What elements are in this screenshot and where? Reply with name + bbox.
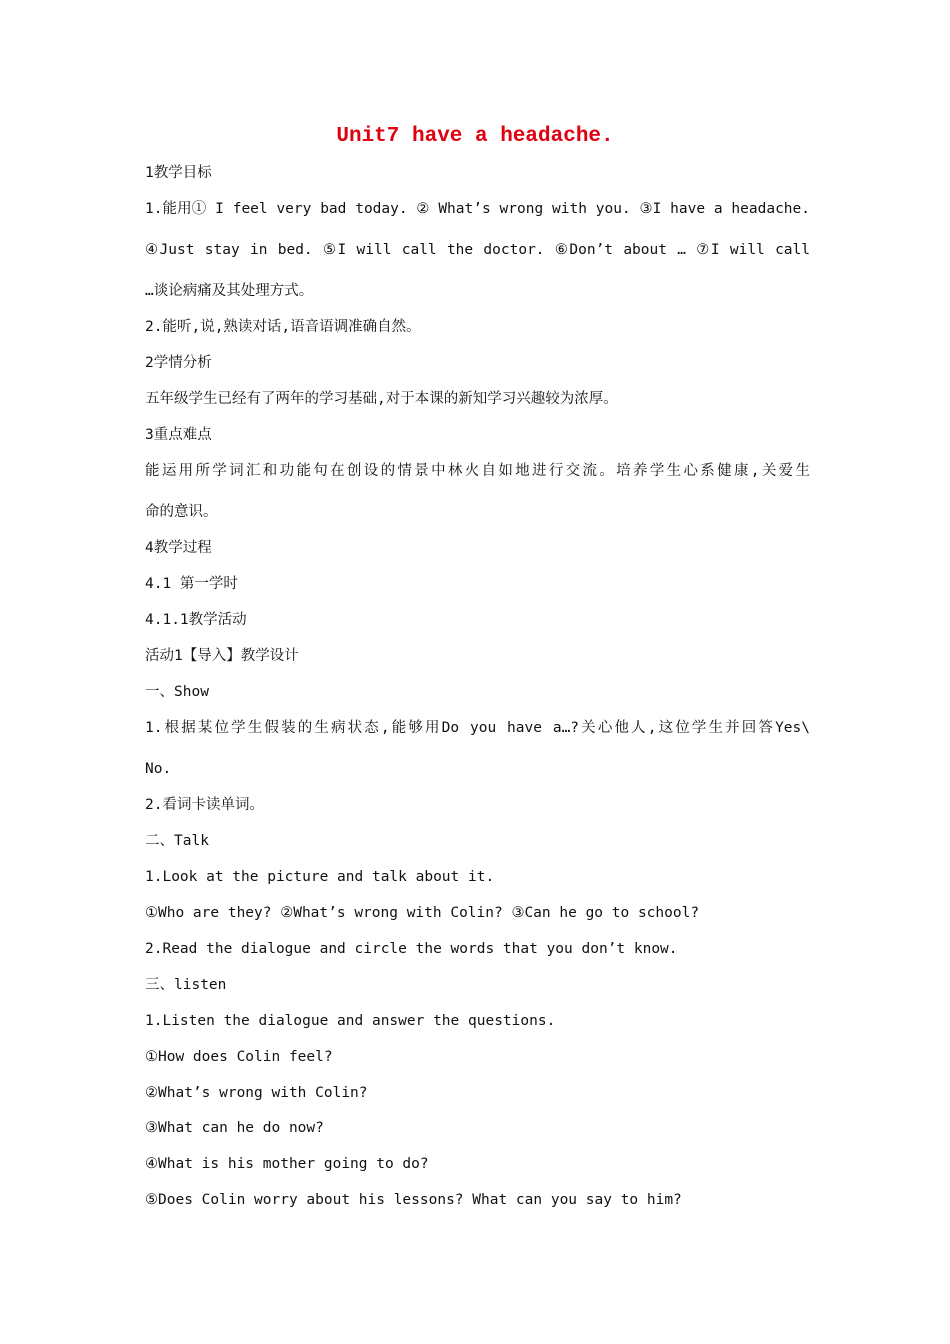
- subsection-activities: 4.1.1教学活动: [145, 612, 247, 628]
- subsection-first-lesson: 4.1 第一学时: [145, 576, 238, 592]
- objective-line-1: 1.能用① I feel very bad today. ② What’s wrong with you. ③I have a headache.: [145, 201, 810, 217]
- objective-line-3: …谈论病痛及其处理方式。: [145, 283, 314, 299]
- section-heading-objectives: 1教学目标: [145, 165, 212, 181]
- listen-question-1: ①How does Colin feel?: [145, 1049, 333, 1065]
- step-show-heading: 一、Show: [145, 684, 209, 700]
- section-heading-process: 4教学过程: [145, 540, 212, 556]
- step-talk-heading: 二、Talk: [145, 833, 209, 849]
- talk-questions: ①Who are they? ②What’s wrong with Colin? ③Can he go to school?: [145, 905, 700, 921]
- objective-line-4: 2.能听,说,熟读对话,语音语调准确自然。: [145, 319, 421, 335]
- activity-heading: 活动1【导入】教学设计: [145, 648, 299, 664]
- listen-question-4: ④What is his mother going to do?: [145, 1156, 429, 1172]
- analysis-text: 五年级学生已经有了两年的学习基础,对于本课的新知学习兴趣较为浓厚。: [145, 391, 618, 407]
- section-heading-key-points: 3重点难点: [145, 427, 212, 443]
- talk-item-2: 2.Read the dialogue and circle the words that you don’t know.: [145, 941, 678, 957]
- step-listen-heading: 三、listen: [145, 977, 227, 993]
- listen-question-3: ③What can he do now?: [145, 1120, 324, 1136]
- show-item-2: 2.看词卡读单词。: [145, 797, 264, 813]
- show-item-1-line-1: 1.根据某位学生假装的生病状态,能够用Do you have a…?关心他人,这位学生并回答Yes\: [145, 720, 810, 736]
- key-points-line-2: 命的意识。: [145, 504, 218, 520]
- document-title: Unit7 have a headache.: [336, 125, 614, 148]
- listen-question-2: ②What’s wrong with Colin?: [145, 1085, 368, 1101]
- listen-item-1: 1.Listen the dialogue and answer the questions.: [145, 1013, 556, 1029]
- show-item-1-line-2: No.: [145, 761, 172, 777]
- listen-question-5: ⑤Does Colin worry about his lessons? What can you say to him?: [145, 1192, 682, 1208]
- objective-line-2: ④Just stay in bed. ⑤I will call the doctor. ⑥Don’t about … ⑦I will call: [145, 242, 810, 258]
- section-heading-analysis: 2学情分析: [145, 355, 212, 371]
- talk-item-1: 1.Look at the picture and talk about it.: [145, 869, 495, 885]
- key-points-line-1: 能运用所学词汇和功能句在创设的情景中林火自如地进行交流。培养学生心系健康,关爱生: [145, 463, 810, 479]
